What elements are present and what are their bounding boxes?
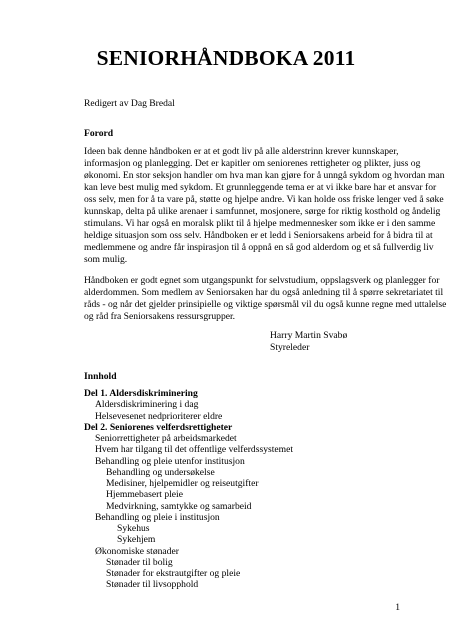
editor-line: Redigert av Dag Bredal — [84, 98, 175, 109]
text-line: alderdommen. Som medlem av Seniorsaken har du også anledning til å spørre sekretariatet til — [84, 287, 444, 298]
table-of-contents — [84, 388, 293, 591]
toc-entry: Stønader for ekstrautgifter og pleie — [106, 568, 241, 579]
text-line: som mulig. — [84, 254, 128, 265]
signature-title: Styreleder — [270, 342, 310, 353]
toc-entry: Stønader til livsopphold — [106, 579, 199, 591]
text-line: heldige situasjon som oss selv. Håndboken er et ledd i Seniorsakens arbeid for å bidra til at — [84, 230, 433, 241]
text-line: oss selv, men for å ta vare på, støtte og hjelpe andre. Vi kan holde oss friske lenger ved å søke — [84, 194, 444, 205]
text-line: kunnskap, delta på ulike arenaer i samfunnet, mosjonere, sørge for riktig kosthold og åndelig — [84, 206, 441, 217]
foreword-paragraph-1 — [84, 146, 445, 266]
text-line: Ideen bak denne håndboken er at et godt liv på alle alderstrinn krever kunnskaper, — [84, 146, 399, 157]
contents-heading: Innhold — [84, 371, 117, 382]
toc-entry: Økonomiske stønader — [95, 545, 179, 557]
text-line: økonomi. En stor seksjon handler om hva man kan gjøre for å unngå sykdom og hvordan man — [84, 170, 445, 181]
toc-entry: Helsevesenet nedprioriterer eldre — [95, 410, 223, 422]
foreword-heading: Forord — [84, 128, 114, 139]
document-title: SENIORHÅNDBOKA 2011 — [96, 46, 356, 70]
text-line: Håndboken er godt egnet som utgangspunkt for selvstudium, oppslagsverk og planlegger for — [84, 275, 440, 286]
toc-entry: Del 1. Aldersdiskriminering — [84, 388, 198, 399]
text-line: stimulans. Vi har også en moralsk plikt til å hjelpe medmennesker som ikke er i den samme — [84, 218, 436, 229]
signature-name: Harry Martin Svabø — [270, 330, 348, 341]
toc-entry: Seniorrettigheter på arbeidsmarkedet — [95, 433, 237, 444]
text-line: medlemmene og andre får inspirasjon til å oppnå en så god alderdom og et så fullverdig liv — [84, 242, 434, 253]
text-line: råds - og når det gjelder prinsipielle og viktige spørsmål vil du også kunne regne med uttalelse — [84, 299, 447, 310]
page-number: 1 — [395, 602, 400, 613]
toc-entry: Stønader til bolig — [106, 556, 173, 568]
toc-entry: Behandling og pleie i institusjon — [95, 511, 220, 523]
toc-entry: Sykehus — [117, 523, 150, 534]
toc-entry: Aldersdiskriminering i dag — [95, 399, 199, 411]
toc-entry: Medvirkning, samtykke og samarbeid — [106, 500, 252, 512]
text-line: kan leve best mulig med sykdom. Et grunnleggende tema er at vi ikke bare har et ansvar for — [84, 182, 437, 193]
toc-entry: Medisiner, hjelpemidler og reiseutgifter — [106, 478, 259, 489]
toc-entry: Hvem har tilgang til det offentlige velferdssystemet — [95, 444, 294, 456]
foreword-paragraph-2 — [84, 275, 447, 323]
text-line: informasjon og planlegging. Det er kapitler om seniorenes rettigheter og plikter, juss og — [84, 158, 421, 169]
text-line: og råd fra Seniorsakens ressursgrupper. — [84, 311, 236, 322]
toc-entry: Behandling og pleie utenfor institusjon — [95, 455, 245, 467]
toc-entry: Behandling og undersøkelse — [106, 466, 215, 478]
toc-entry: Hjemmebasert pleie — [106, 489, 183, 501]
toc-entry: Sykehjem — [117, 534, 156, 546]
toc-entry: Del 2. Seniorenes velferdsrettigheter — [84, 421, 233, 433]
